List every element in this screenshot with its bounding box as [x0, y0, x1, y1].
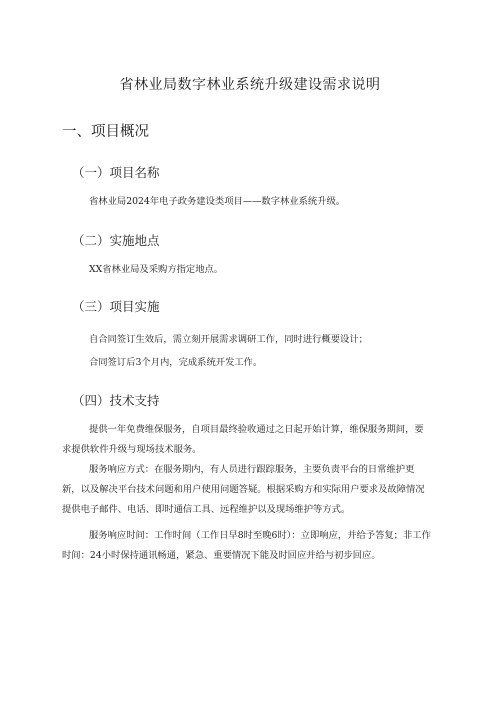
subheading-location: （二）实施地点 [72, 233, 160, 248]
implementation-line-1: 自合同签订生效后，需立刻开展需求调研工作，同时进行概要设计； [89, 334, 368, 345]
implementation-line-2: 合同签订后3个月内，完成系统开发工作。 [89, 357, 263, 368]
subheading-tech-support: （四）技术支持 [72, 393, 160, 408]
section-heading-overview: 一、项目概况 [62, 124, 149, 140]
location-text: XX省林业局及采购方指定地点。 [89, 264, 224, 275]
project-name-text: 省林业局2024年电子政务建设类项目——数字林业系统升级。 [89, 196, 346, 207]
document-title: 省林业局数字林业系统升级建设需求说明 [119, 77, 381, 93]
subheading-implementation: （三）项目实施 [72, 299, 160, 314]
subheading-project-name: （一）项目名称 [72, 165, 160, 180]
tech-support-paragraph-2: 服务响应方式：在服务期内，有人员进行跟踪服务，主要负责平台的日常维护更新，以及解决平台技术问题和用户使用问题答疑。根据采购方和实际用户要求及故障情况提供电子邮件、电话、即时通信工具、远程维护以及现场维护等方式。 [62, 464, 425, 515]
tech-support-paragraph-1: 提供一年免费维保服务，自项目最终验收通过之日起开始计算，维保服务期间，要求提供软件升级与现场技术服务。 [62, 424, 424, 455]
tech-support-paragraph-3: 服务响应时间：工作时间（工作日早8时至晚6时）：立即响应，并给予答复；非工作时间：24小时保持通讯畅通，紧急、重要情况下能及时回应并给与初步回应。 [62, 530, 431, 561]
